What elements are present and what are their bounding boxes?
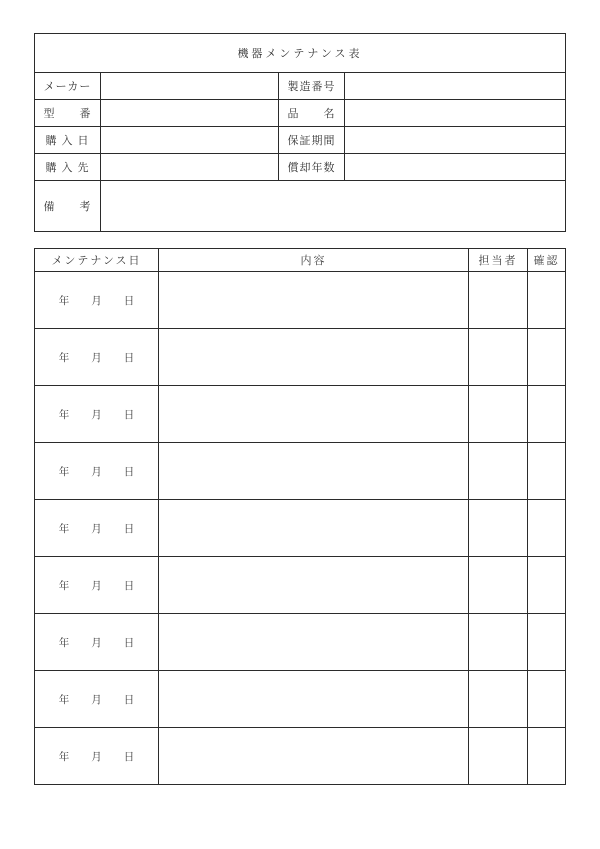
year-unit: 年 bbox=[58, 522, 70, 535]
month-unit: 月 bbox=[91, 465, 102, 478]
purchase-date-label: 購 入 日 bbox=[35, 127, 101, 154]
content-cell[interactable] bbox=[159, 329, 469, 386]
date-cell[interactable] bbox=[35, 728, 159, 785]
model-number-field[interactable] bbox=[101, 100, 279, 127]
check-cell[interactable] bbox=[528, 557, 566, 614]
person-cell[interactable] bbox=[469, 386, 528, 443]
content-cell[interactable] bbox=[159, 557, 469, 614]
column-header-content: 内容 bbox=[159, 249, 469, 272]
check-cell[interactable] bbox=[528, 500, 566, 557]
warranty-period-field[interactable] bbox=[345, 127, 566, 154]
maker-field[interactable] bbox=[101, 73, 279, 100]
column-header-date: メンテナンス日 bbox=[35, 249, 159, 272]
person-cell[interactable] bbox=[469, 500, 528, 557]
check-cell[interactable] bbox=[528, 272, 566, 329]
title-row bbox=[35, 34, 566, 73]
date-cell[interactable] bbox=[35, 557, 159, 614]
purchase-date-field[interactable] bbox=[101, 127, 279, 154]
date-cell[interactable] bbox=[35, 329, 159, 386]
person-cell[interactable] bbox=[469, 329, 528, 386]
day-unit: 日 bbox=[123, 465, 135, 478]
year-unit: 年 bbox=[58, 408, 70, 421]
day-unit: 日 bbox=[123, 636, 135, 649]
table-row bbox=[35, 614, 566, 671]
month-unit: 月 bbox=[91, 693, 102, 706]
year-unit: 年 bbox=[58, 579, 70, 592]
serial-number-label: 製造番号 bbox=[279, 73, 345, 100]
person-cell[interactable] bbox=[469, 671, 528, 728]
depreciation-years-field[interactable] bbox=[345, 154, 566, 181]
month-unit: 月 bbox=[91, 579, 102, 592]
day-unit: 日 bbox=[123, 408, 135, 421]
date-cell[interactable] bbox=[35, 671, 159, 728]
content-cell[interactable] bbox=[159, 443, 469, 500]
table-row bbox=[35, 557, 566, 614]
date-cell[interactable] bbox=[35, 500, 159, 557]
warranty-period-label: 保証期間 bbox=[279, 127, 345, 154]
product-name-label: 品 名 bbox=[279, 100, 345, 127]
table-row bbox=[35, 728, 566, 785]
year-unit: 年 bbox=[58, 351, 70, 364]
supplier-field[interactable] bbox=[101, 154, 279, 181]
year-unit: 年 bbox=[58, 636, 70, 649]
info-row bbox=[35, 100, 566, 127]
person-cell[interactable] bbox=[469, 443, 528, 500]
table-row bbox=[35, 386, 566, 443]
content-cell[interactable] bbox=[159, 272, 469, 329]
maintenance-rows bbox=[35, 272, 566, 785]
content-cell[interactable] bbox=[159, 500, 469, 557]
product-name-field[interactable] bbox=[345, 100, 566, 127]
year-unit: 年 bbox=[58, 750, 70, 763]
check-cell[interactable] bbox=[528, 671, 566, 728]
table-row bbox=[35, 272, 566, 329]
maker-label: メーカー bbox=[35, 73, 101, 100]
info-row bbox=[35, 73, 566, 100]
info-row bbox=[35, 127, 566, 154]
date-cell[interactable] bbox=[35, 443, 159, 500]
month-unit: 月 bbox=[91, 351, 102, 364]
check-cell[interactable] bbox=[528, 443, 566, 500]
day-unit: 日 bbox=[123, 522, 135, 535]
day-unit: 日 bbox=[123, 351, 135, 364]
month-unit: 月 bbox=[91, 636, 102, 649]
info-row bbox=[35, 154, 566, 181]
remarks-label: 備 考 bbox=[35, 181, 101, 232]
person-cell[interactable] bbox=[469, 557, 528, 614]
maintenance-header-row bbox=[35, 249, 566, 272]
check-cell[interactable] bbox=[528, 614, 566, 671]
equipment-info-table bbox=[34, 33, 566, 232]
page-title: 機器メンテナンス表 bbox=[35, 34, 566, 73]
year-unit: 年 bbox=[58, 465, 70, 478]
model-number-label: 型 番 bbox=[35, 100, 101, 127]
month-unit: 月 bbox=[91, 408, 102, 421]
date-cell[interactable] bbox=[35, 272, 159, 329]
column-header-check: 確認 bbox=[528, 249, 566, 272]
supplier-label: 購 入 先 bbox=[35, 154, 101, 181]
date-cell[interactable] bbox=[35, 614, 159, 671]
person-cell[interactable] bbox=[469, 614, 528, 671]
table-row bbox=[35, 671, 566, 728]
day-unit: 日 bbox=[123, 579, 135, 592]
year-unit: 年 bbox=[58, 294, 70, 307]
month-unit: 月 bbox=[91, 522, 102, 535]
depreciation-years-label: 償却年数 bbox=[279, 154, 345, 181]
column-header-person: 担当者 bbox=[469, 249, 528, 272]
day-unit: 日 bbox=[123, 294, 135, 307]
serial-number-field[interactable] bbox=[345, 73, 566, 100]
content-cell[interactable] bbox=[159, 386, 469, 443]
remarks-field[interactable] bbox=[101, 181, 566, 232]
remarks-row bbox=[35, 181, 566, 232]
month-unit: 月 bbox=[91, 750, 102, 763]
table-row bbox=[35, 329, 566, 386]
content-cell[interactable] bbox=[159, 728, 469, 785]
maintenance-log-table bbox=[34, 248, 566, 785]
table-row bbox=[35, 500, 566, 557]
year-unit: 年 bbox=[58, 693, 70, 706]
month-unit: 月 bbox=[91, 294, 102, 307]
table-row bbox=[35, 443, 566, 500]
content-cell[interactable] bbox=[159, 671, 469, 728]
day-unit: 日 bbox=[123, 693, 135, 706]
person-cell[interactable] bbox=[469, 272, 528, 329]
check-cell[interactable] bbox=[528, 728, 566, 785]
person-cell[interactable] bbox=[469, 728, 528, 785]
check-cell[interactable] bbox=[528, 329, 566, 386]
check-cell[interactable] bbox=[528, 386, 566, 443]
content-cell[interactable] bbox=[159, 614, 469, 671]
day-unit: 日 bbox=[123, 750, 135, 763]
date-cell[interactable] bbox=[35, 386, 159, 443]
